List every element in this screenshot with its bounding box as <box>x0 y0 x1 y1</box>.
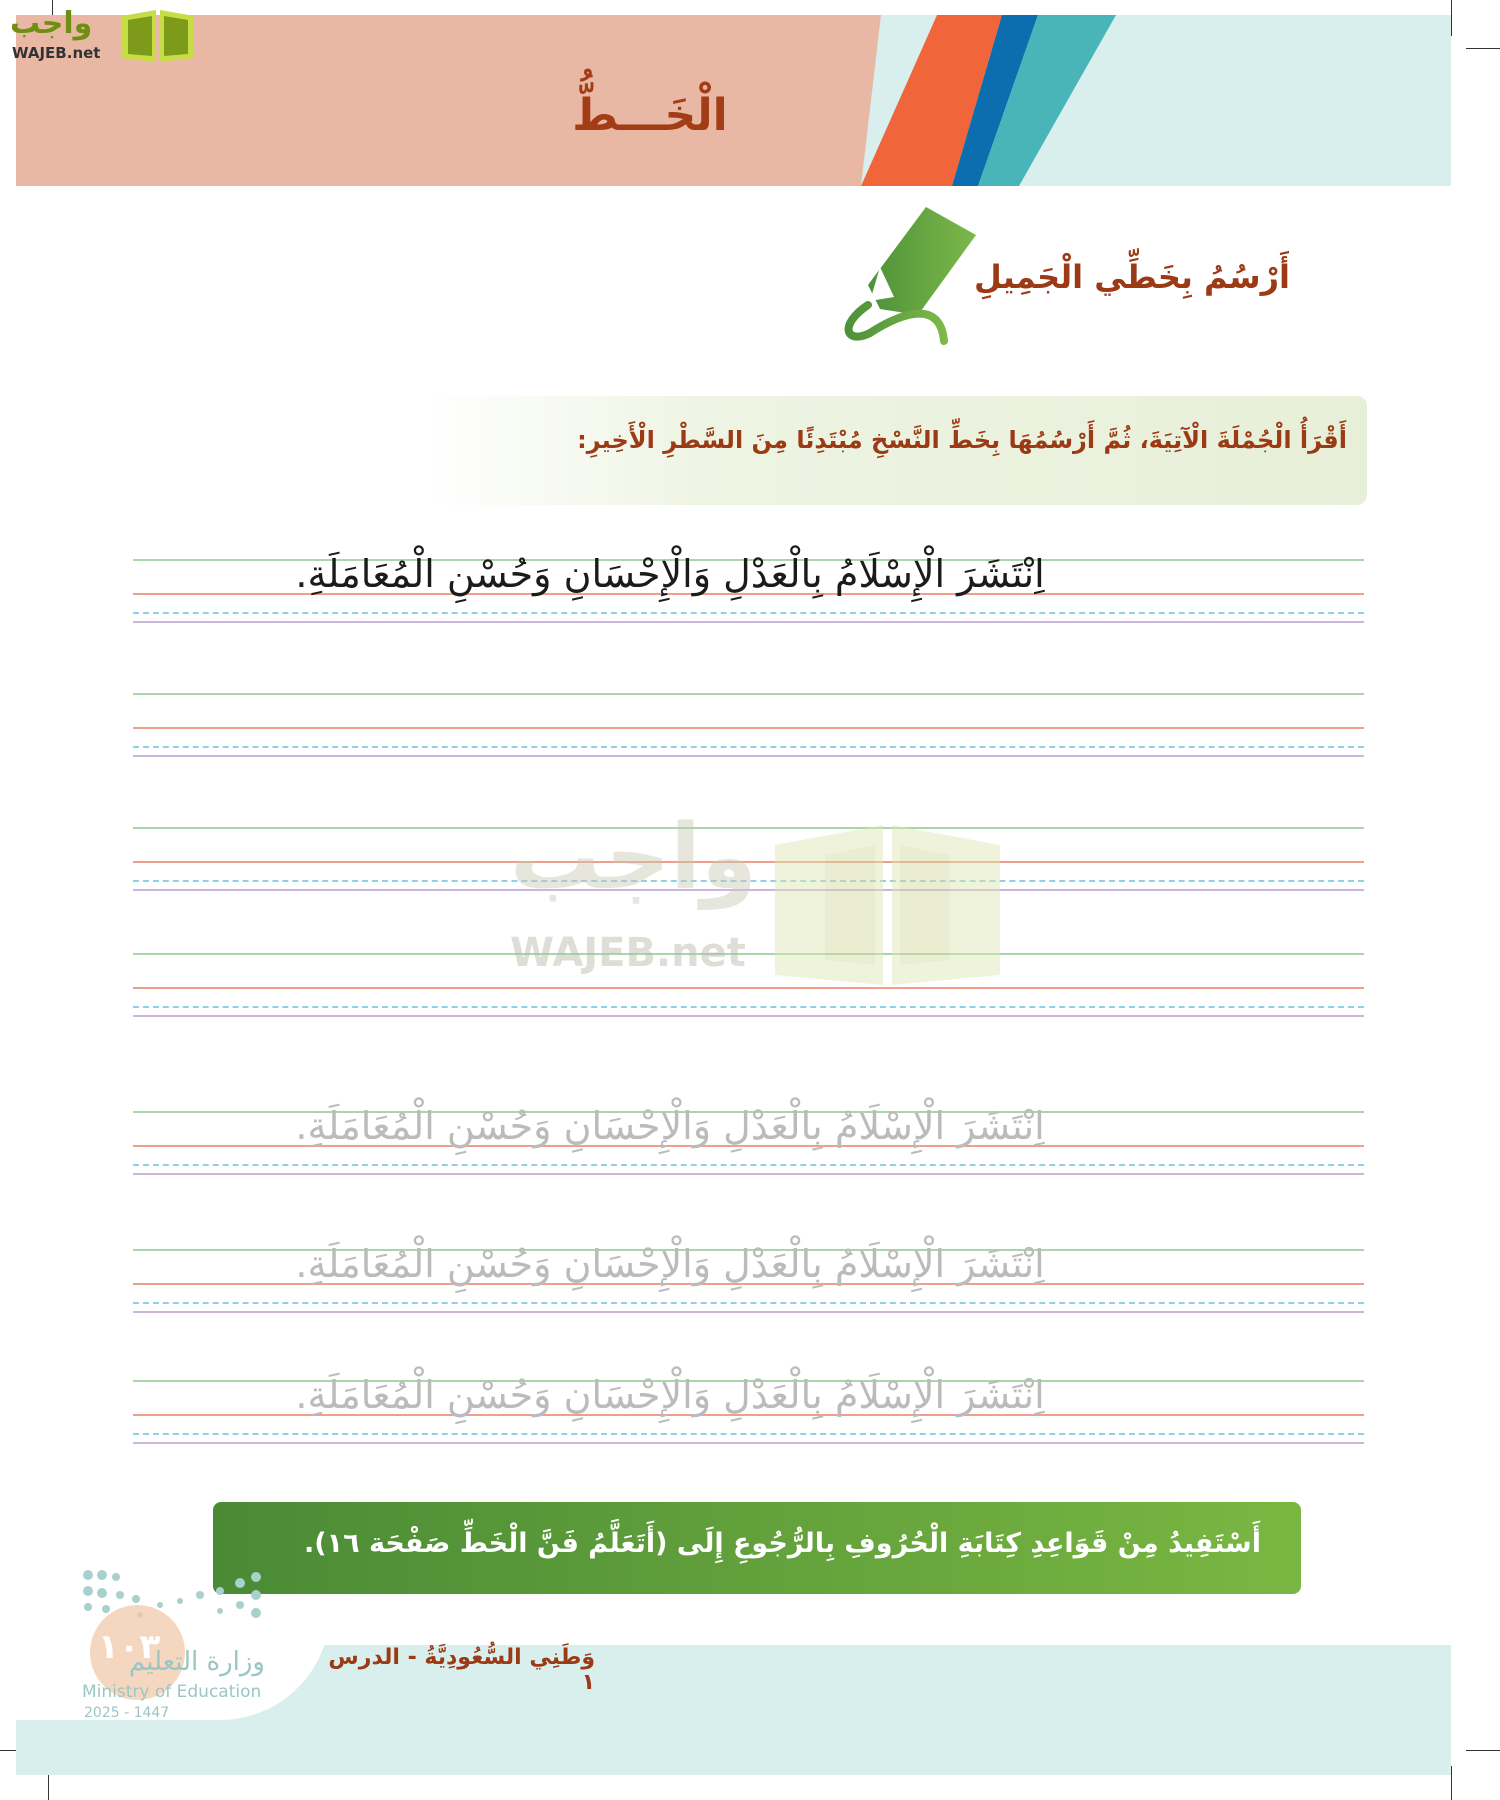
watermark-arabic: واجب <box>510 805 757 910</box>
logo-english: WAJEB.net <box>12 44 101 62</box>
section-heading: أَرْسُمُ بِخَطِّي الْجَمِيلِ <box>974 258 1290 296</box>
writing-line-2[interactable] <box>133 693 1364 757</box>
ministry-arabic: وزارة التعليم <box>128 1647 265 1677</box>
instruction-box <box>425 396 1367 505</box>
pen-icon <box>840 205 980 347</box>
ministry-logo <box>80 1565 270 1725</box>
academic-year: 2025 - 1447 <box>84 1705 170 1721</box>
instruction-text: أَقْرَأُ الْجُمْلَةَ الْآتِيَةَ، ثُمَّ أَرْسُمُهَا بِخَطِّ النَّسْخِ مُبْتَدِئًا مِنَ السَّطْرِ الْأَخِيرِ: <box>577 426 1347 454</box>
page-title: الْخَـــطُّ <box>572 90 728 141</box>
tip-text: أَسْتَفِيدُ مِنْ قَوَاعِدِ كِتَابَةِ الْحُرُوفِ بِالرُّجُوعِ إِلَى (أَتَعَلَّمُ فَنَّ الْخَطِّ صَفْحَة ١٦). <box>304 1528 1261 1559</box>
tip-box <box>213 1502 1301 1594</box>
ministry-english: Ministry of Education <box>82 1682 262 1702</box>
watermark-english: WAJEB.net <box>510 930 746 976</box>
watermark <box>500 805 1000 985</box>
traced-sentence: اِنْتَشَرَ الْإِسْلَامُ بِالْعَدْلِ وَالْإِحْسَانِ وَحُسْنِ الْمُعَامَلَةِ. <box>295 1242 1045 1286</box>
traced-sentence: اِنْتَشَرَ الْإِسْلَامُ بِالْعَدْلِ وَالْإِحْسَانِ وَحُسْنِ الْمُعَامَلَةِ. <box>295 1104 1045 1148</box>
model-sentence: اِنْتَشَرَ الْإِسْلَامُ بِالْعَدْلِ وَالْإِحْسَانِ وَحُسْنِ الْمُعَامَلَةِ. <box>295 552 1045 596</box>
book-icon <box>118 6 198 66</box>
logo-arabic: واجب <box>10 6 93 41</box>
page-number: ١٠٣ <box>98 1627 161 1667</box>
wajeb-logo[interactable] <box>10 6 190 66</box>
watermark-book-icon <box>775 815 1000 985</box>
traced-sentence: اِنْتَشَرَ الْإِسْلَامُ بِالْعَدْلِ وَالْإِحْسَانِ وَحُسْنِ الْمُعَامَلَةِ. <box>295 1373 1045 1417</box>
lesson-label: وَطَنِي السُّعُودِيَّةُ - الدرس ١ <box>328 1645 595 1695</box>
